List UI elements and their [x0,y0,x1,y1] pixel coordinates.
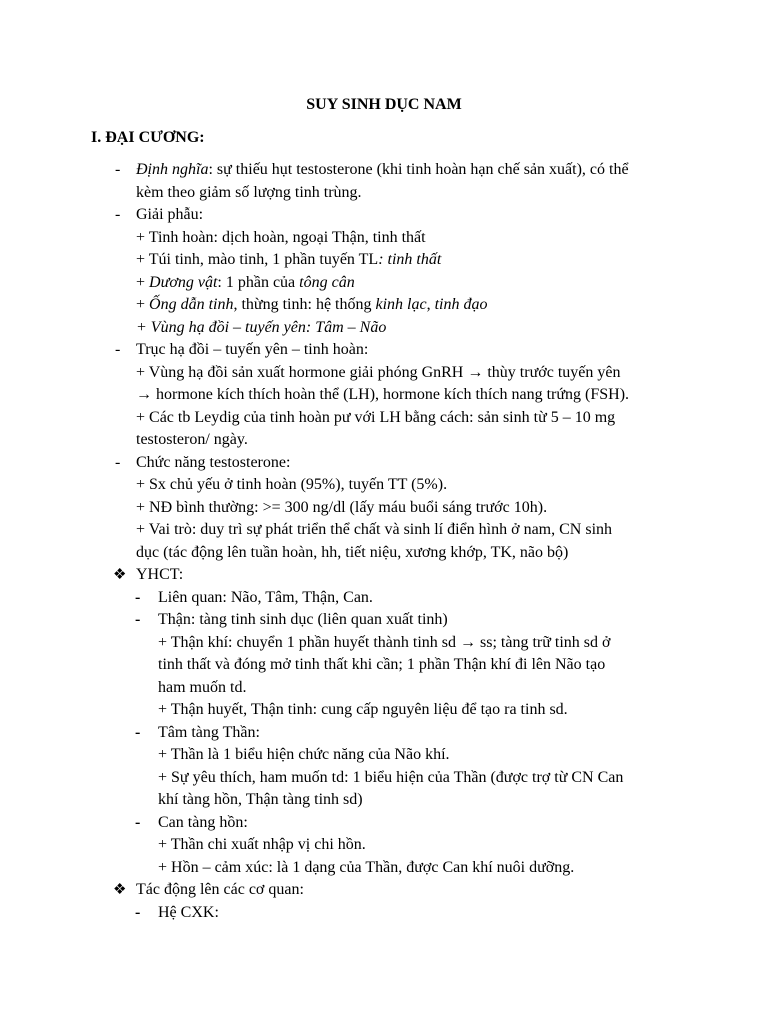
anatomy-line [136,318,386,338]
axis-line [136,385,629,405]
diamond-bullet-icon: ❖ [113,882,127,898]
yhct-line: + Hồn – cảm xúc: là 1 dạng của Thần, được Can khí nuôi dưỡng. [158,859,575,876]
arrow-icon: → [467,364,484,381]
dash-bullet: - [115,341,121,358]
text-span: hormone kích thích hoàn thể (LH), hormone kích thích nang trứng (FSH). [156,386,630,403]
arrow-icon: → [136,386,152,403]
text-span: + Vùng hạ đồi sản xuất hormone giải phóng GnRH [136,364,464,381]
diamond-bullet-icon: ❖ [113,567,127,583]
axis-line: + Các tb Leydig của tinh hoàn pư với LH bằng cách: sản sinh từ 5 – 10 mg [136,409,616,426]
italic-span: tông cân [299,274,355,291]
anatomy-line [136,250,441,270]
function-heading: Chức năng testosterone: [136,454,291,471]
text-span: thùy trước tuyến yên [487,364,621,381]
dash-bullet: - [115,454,121,471]
yhct-line [158,633,610,653]
definition-line-2: kèm theo giảm số lượng tinh trùng. [136,184,362,201]
dash-bullet: - [135,724,141,741]
italic-span: Dương vật [149,274,218,291]
dash-bullet: - [135,611,141,628]
yhct-line: Thận: tàng tinh sinh dục (liên quan xuất tinh) [158,611,448,628]
italic-span: Ống dẫn tinh [149,296,234,313]
arrow-icon: → [460,634,477,651]
anatomy-line [136,295,487,315]
yhct-line: khí tàng hồn, Thận tàng tinh sd) [158,791,363,808]
dash-bullet: - [135,904,141,921]
yhct-line: Liên quan: Não, Tâm, Thận, Can. [158,589,373,606]
text-span: + Túi tinh, mào tinh, 1 phần tuyến TL [136,251,379,268]
anatomy-line [136,273,355,293]
yhct-line: + Thận huyết, Thận tinh: cung cấp nguyên liệu để tạo ra tinh sd. [158,701,568,718]
anatomy-heading: Giải phẫu: [136,206,204,223]
text-span: + [136,296,150,313]
axis-heading: Trục hạ đồi – tuyến yên – tinh hoàn: [136,341,369,358]
text-span: , [426,296,435,313]
function-line: + NĐ bình thường: >= 300 ng/dl (lấy máu buổi sáng trước 10h). [136,499,548,516]
yhct-heading: YHCT: [136,566,184,583]
definition-line [136,160,629,180]
yhct-line: Can tàng hồn: [158,814,248,831]
function-line: dục (tác động lên tuần hoàn, hh, tiết niệu, xương khớp, TK, não bộ) [136,544,569,561]
italic-span: : tinh thất [378,251,442,268]
document-title: SUY SINH DỤC NAM [306,96,462,113]
text-span: : 1 phần của [217,274,300,291]
dash-bullet: - [115,206,121,223]
italic-span: kinh lạc [375,296,427,313]
dash-bullet: - [115,161,121,178]
function-line: + Vai trò: duy trì sự phát triển thể chất và sinh lí điển hình ở nam, CN sinh [136,521,613,538]
italic-span: + Vùng hạ đồi – tuyến yên: Tâm – Não [136,319,387,336]
yhct-line: + Thần là 1 biểu hiện chức năng của Não khí. [158,746,450,763]
anatomy-line: + Tinh hoàn: dịch hoàn, ngoại Thận, tinh thất [136,229,426,246]
definition-label: Định nghĩa [136,161,209,178]
axis-line [136,363,620,383]
function-line: + Sx chủ yếu ở tinh hoàn (95%), tuyến TT (5%). [136,476,448,493]
dash-bullet: - [135,814,141,831]
section-heading: I. ĐẠI CƯƠNG: [91,129,205,146]
yhct-line: + Thần chi xuất nhập vị chi hồn. [158,836,366,853]
axis-line: testosteron/ ngày. [136,431,248,448]
yhct-line: tinh thất và đóng mở tinh thất khi cần; 1 phần Thận khí đi lên Não tạo [158,656,606,673]
text-span: , thừng tinh: hệ thống [233,296,376,313]
organs-heading: Tác động lên các cơ quan: [136,881,304,898]
text-span: ss; tàng trữ tinh sd ở [480,634,611,651]
text-span: + Thận khí: chuyển 1 phần huyết thành tinh sd [158,634,457,651]
dash-bullet: - [135,589,141,606]
yhct-line: + Sự yêu thích, ham muốn td: 1 biểu hiện của Thần (được trợ từ CN Can [158,769,624,786]
italic-span: tinh đạo [434,296,488,313]
text-span: + [136,274,150,291]
organs-line: Hệ CXK: [158,904,219,921]
definition-text: : sự thiếu hụt testosterone (khi tinh hoàn hạn chế sản xuất), có thể [208,161,629,178]
yhct-line: ham muốn td. [158,679,247,696]
yhct-line: Tâm tàng Thần: [158,724,260,741]
